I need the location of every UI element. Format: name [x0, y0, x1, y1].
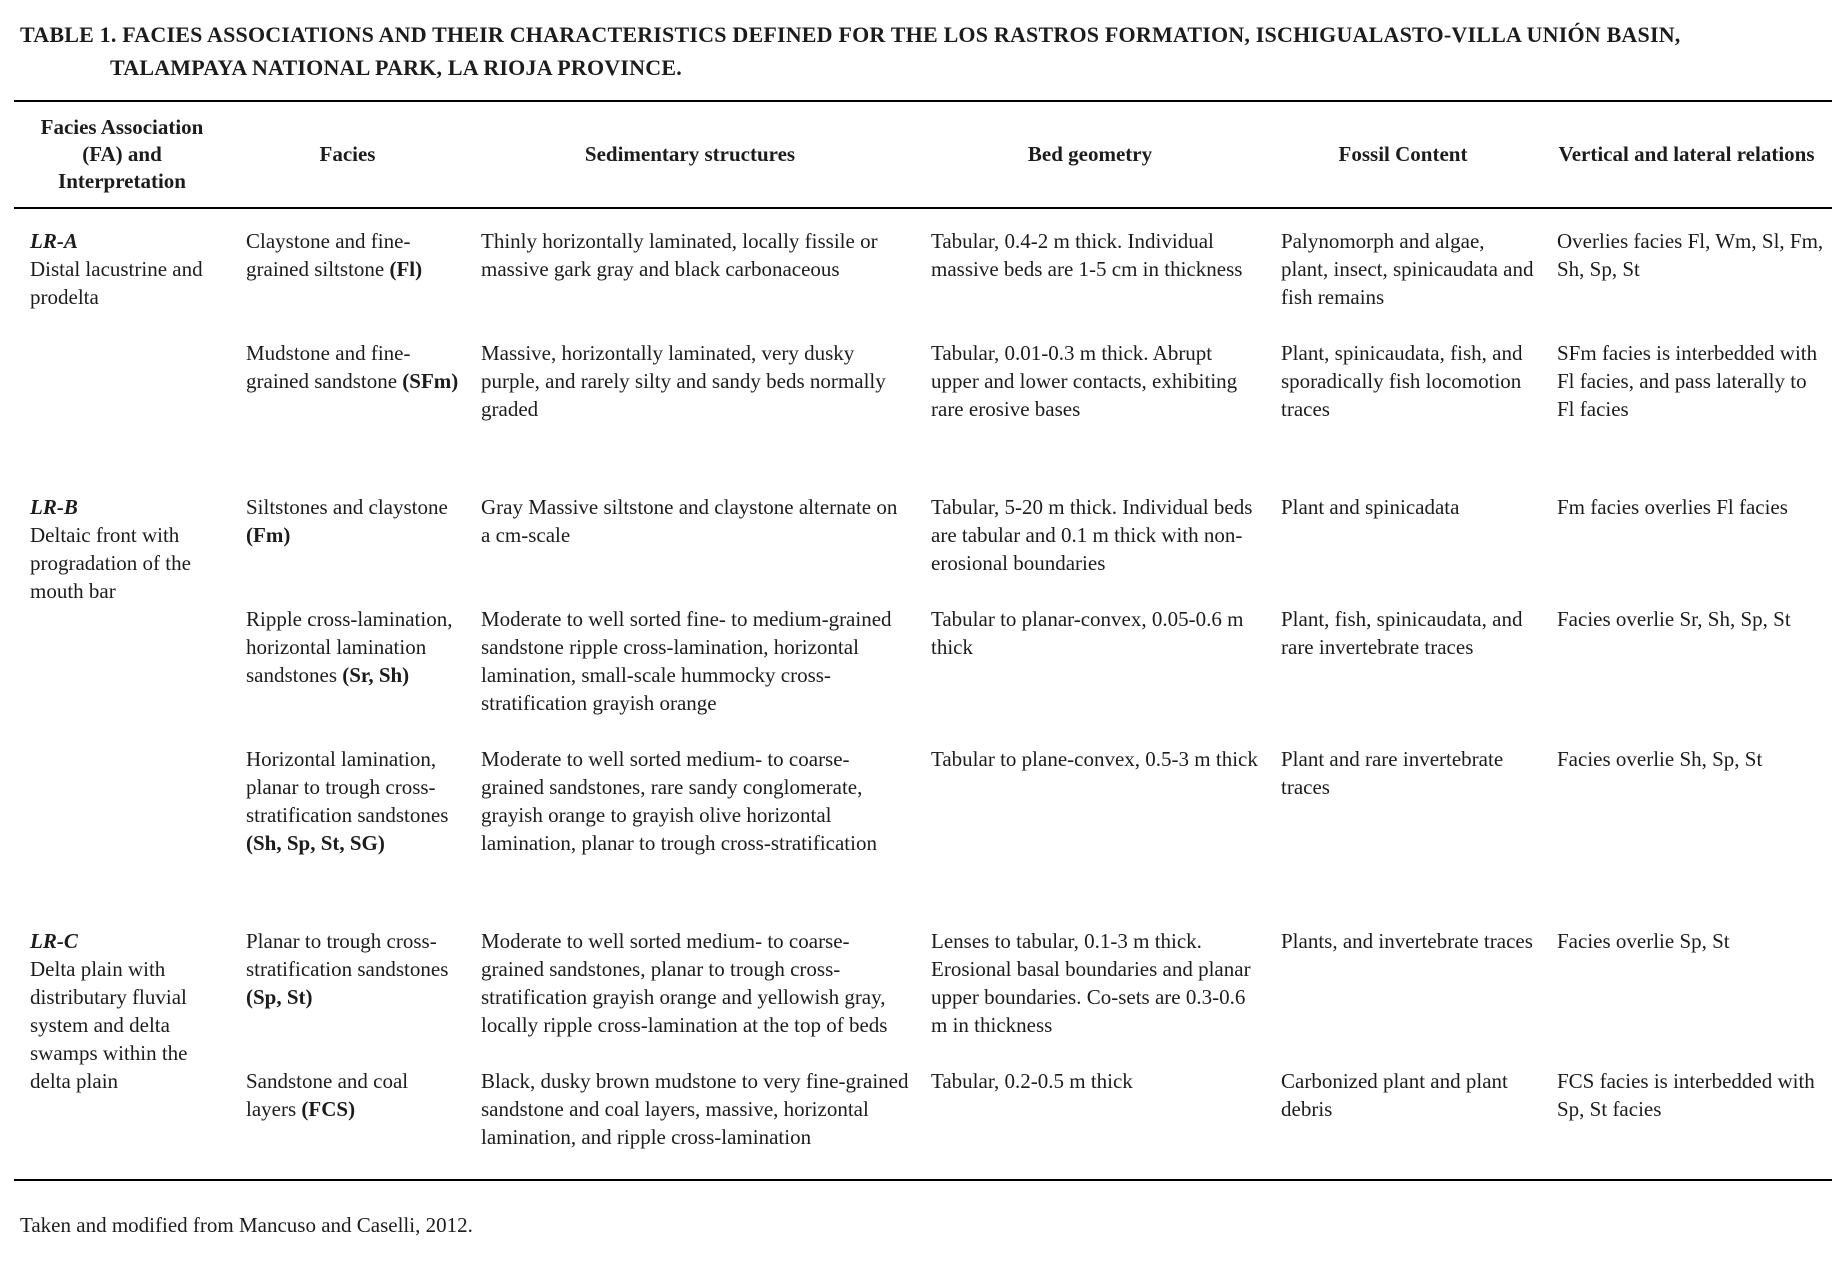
facies-cell	[230, 897, 465, 1067]
col-header-bed-geometry: Bed geometry	[1027, 142, 1153, 166]
table-row	[14, 208, 1832, 339]
table-header-row	[14, 101, 1832, 208]
vertical-lateral-relations-cell: Facies overlie Sr, Sh, Sp, St	[1557, 607, 1791, 631]
facies-association-cell	[14, 897, 230, 1180]
facies-association-interpretation: Deltaic front with progradation of the mouth bar	[30, 523, 191, 603]
sedimentary-structures-cell: Massive, horizontally laminated, very dusky purple, and rarely silty and sandy beds normally graded	[481, 341, 886, 421]
bed-geometry-cell: Lenses to tabular, 0.1-3 m thick. Erosional basal boundaries and planar upper boundaries. Co-sets are 0.3-0.6 m in thickness	[931, 929, 1251, 1037]
table-caption-label: TABLE 1.	[20, 22, 117, 47]
vertical-lateral-relations-cell: Facies overlie Sp, St	[1557, 929, 1730, 953]
facies-cell	[230, 605, 465, 745]
sedimentary-structures-cell: Gray Massive siltstone and claystone alternate on a cm-scale	[481, 495, 898, 547]
bed-geometry-cell: Tabular, 0.2-0.5 m thick	[931, 1069, 1133, 1093]
bed-geometry-cell: Tabular, 5-20 m thick. Individual beds are tabular and 0.1 m thick with non-erosional boundaries	[931, 495, 1253, 575]
vertical-lateral-relations-cell: Fm facies overlies Fl facies	[1557, 495, 1788, 519]
col-header-facies-association: Facies Association (FA) and Interpretation	[40, 115, 204, 193]
facies-table	[14, 100, 1832, 1181]
facies-association-cell	[14, 463, 230, 897]
facies-association-interpretation: Delta plain with distributary fluvial system and delta swamps within the delta plain	[30, 957, 188, 1093]
facies-name: Ripple cross-lamination, horizontal lamination sandstones	[246, 607, 453, 687]
vertical-lateral-relations-cell: Overlies facies Fl, Wm, Sl, Fm, Sh, Sp, St	[1557, 229, 1824, 281]
bed-geometry-cell: Tabular to plane-convex, 0.5-3 m thick	[931, 747, 1258, 771]
table-body	[14, 208, 1832, 1180]
bed-geometry-cell: Tabular, 0.01-0.3 m thick. Abrupt upper and lower contacts, exhibiting rare erosive bases	[931, 341, 1238, 421]
facies-name: Siltstones and claystone	[246, 495, 448, 519]
vertical-lateral-relations-cell: SFm facies is interbedded with Fl facies, and pass laterally to Fl facies	[1557, 341, 1818, 421]
sedimentary-structures-cell: Moderate to well sorted medium- to coarse-grained sandstones, rare sandy conglomerate, grayish orange to grayish olive horizontal lamination, planar to trough cross-stratification	[481, 747, 877, 855]
fossil-content-cell: Plant and spinicadata	[1281, 495, 1460, 519]
facies-name: Claystone and fine-grained siltstone	[246, 229, 411, 281]
fossil-content-cell: Carbonized plant and plant debris	[1281, 1069, 1508, 1121]
facies-code: (Sh, Sp, St, SG)	[246, 831, 385, 855]
facies-cell	[230, 745, 465, 897]
table-row	[14, 463, 1832, 605]
facies-code: (Sp, St)	[246, 985, 313, 1009]
facies-code: (FCS)	[301, 1097, 356, 1121]
facies-cell	[230, 1067, 465, 1180]
sedimentary-structures-cell: Moderate to well sorted fine- to medium-grained sandstone ripple cross-lamination, horizontal lamination, small-scale hummocky cross-stratification grayish orange	[481, 607, 892, 715]
table-row	[14, 745, 1832, 897]
fossil-content-cell: Plants, and invertebrate traces	[1281, 929, 1533, 953]
col-header-fossil-content: Fossil Content	[1338, 142, 1468, 166]
sedimentary-structures-cell: Black, dusky brown mudstone to very fine-grained sandstone and coal layers, massive, horizontal lamination, and ripple cross-lamination	[481, 1069, 909, 1149]
col-header-facies: Facies	[319, 142, 376, 166]
table-row	[14, 339, 1832, 463]
sedimentary-structures-cell: Thinly horizontally laminated, locally fissile or massive gark gray and black carbonaceous	[481, 229, 878, 281]
facies-association-label: LR-A	[30, 229, 78, 253]
table-row	[14, 897, 1832, 1067]
facies-cell	[230, 463, 465, 605]
facies-name: Mudstone and fine-grained sandstone	[246, 341, 411, 393]
source-note: Taken and modified from Mancuso and Caselli, 2012.	[20, 1213, 473, 1237]
fossil-content-cell: Palynomorph and algae, plant, insect, spinicaudata and fish remains	[1281, 229, 1534, 309]
col-header-vertical-lateral-relations: Vertical and lateral relations	[1558, 142, 1815, 166]
facies-association-interpretation: Distal lacustrine and prodelta	[30, 257, 203, 309]
facies-cell	[230, 208, 465, 339]
facies-association-label: LR-B	[30, 495, 78, 519]
fossil-content-cell: Plant and rare invertebrate traces	[1281, 747, 1504, 799]
bed-geometry-cell: Tabular, 0.4-2 m thick. Individual massive beds are 1-5 cm in thickness	[931, 229, 1243, 281]
sedimentary-structures-cell: Moderate to well sorted medium- to coarse-grained sandstones, planar to trough cross-stratification grayish orange and yellowish gray, locally ripple cross-lamination at the top of beds	[481, 929, 888, 1037]
facies-code: (SFm)	[402, 369, 459, 393]
vertical-lateral-relations-cell: FCS facies is interbedded with Sp, St facies	[1557, 1069, 1815, 1121]
facies-association-cell	[14, 208, 230, 463]
facies-cell	[230, 339, 465, 463]
fossil-content-cell: Plant, spinicaudata, fish, and sporadically fish locomotion traces	[1281, 341, 1523, 421]
table-caption	[20, 18, 1810, 84]
vertical-lateral-relations-cell: Facies overlie Sh, Sp, St	[1557, 747, 1763, 771]
facies-code: (Fl)	[389, 257, 423, 281]
facies-association-label: LR-C	[30, 929, 78, 953]
facies-code: (Fm)	[246, 523, 291, 547]
facies-name: Horizontal lamination, planar to trough cross-stratification sandstones	[246, 747, 449, 827]
table-caption-text: FACIES ASSOCIATIONS AND THEIR CHARACTERISTICS DEFINED FOR THE LOS RASTROS FORMATION, ISCHIGUALASTO-VILLA UNIÓN BASIN, TALAMPAYA NATIONAL PARK, LA RIOJA PROVINCE.	[110, 22, 1681, 80]
facies-code: (Sr, Sh)	[342, 663, 410, 687]
facies-name: Planar to trough cross-stratification sandstones	[246, 929, 449, 981]
fossil-content-cell: Plant, fish, spinicaudata, and rare invertebrate traces	[1281, 607, 1523, 659]
table-row	[14, 1067, 1832, 1180]
facies-name: Sandstone and coal layers	[246, 1069, 409, 1121]
bed-geometry-cell: Tabular to planar-convex, 0.05-0.6 m thick	[931, 607, 1244, 659]
col-header-sedimentary-structures: Sedimentary structures	[584, 142, 796, 166]
table-row	[14, 605, 1832, 745]
